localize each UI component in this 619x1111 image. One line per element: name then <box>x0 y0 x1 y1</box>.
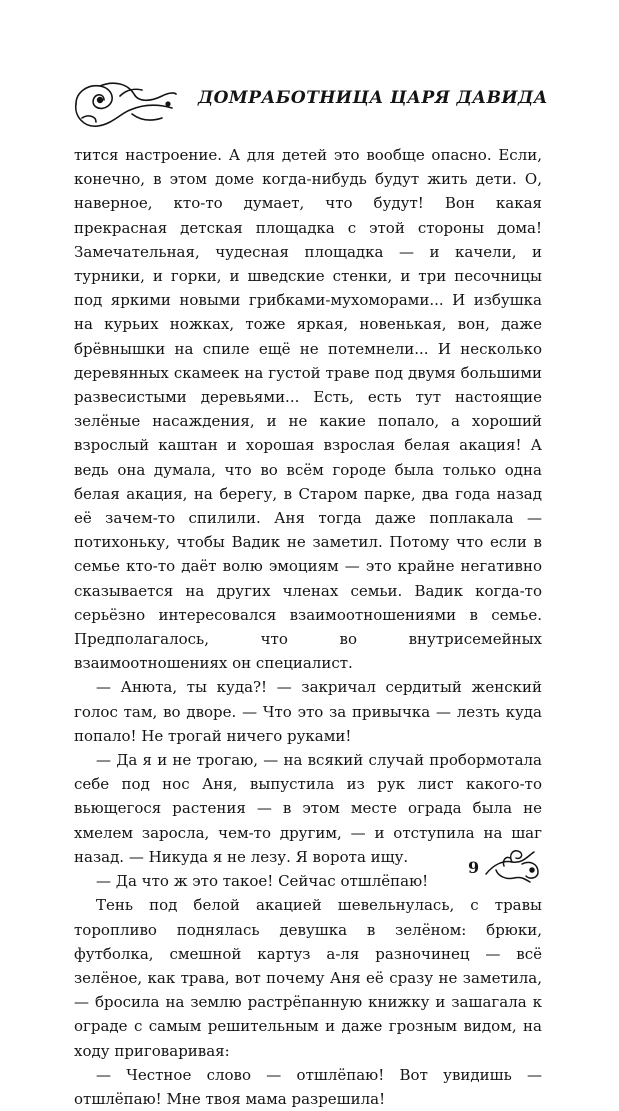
page-body <box>74 143 542 1111</box>
page-number: 9 <box>468 858 480 877</box>
leaf-ornament-icon <box>482 846 544 884</box>
paragraph: — Да что ж это такое! Сейчас отшлёпаю! <box>96 872 429 891</box>
paragraph: — Честное слово — отшлёпаю! Вот увидишь — отшлёпаю! Мне твоя мама разрешила! <box>74 1065 542 1108</box>
paragraph: Тень под белой акацией шевельнулась, с травы торопливо поднялась девушка в зелёном: брюки, футболка, смешной картуз а-ля разночинец — всё зелёное, как трава, вот почему Аня её сразу не заметила, — бросила на землю растрёпанную книжку и зашагала к ограде с самым решительным и даже грозным видом, на ходу приговаривая: <box>74 896 542 1060</box>
running-title: ДОМРАБОТНИЦА ЦАРЯ ДАВИДА <box>198 88 548 108</box>
running-header <box>70 74 548 138</box>
page-footer <box>452 846 552 886</box>
paragraph: — Анюта, ты куда?! — закричал сердитый женский голос там, во дворе. — Что это за привычка — лезть куда попало! Не трогай ничего руками! <box>74 678 542 745</box>
scroll-ornament-icon <box>70 74 178 136</box>
paragraph: тится настроение. А для детей это вообще опасно. Если, конечно, в этом доме когда-нибудь будут жить дети. О, наверное, кто-то думает, что будут! Вон какая прекрасная детская площадка с этой стороны дома! Замечательная, чудесная площадка — и качели, и турники, и горки, и шведские стенки, и три песочницы под яркими новыми грибками-мухоморами... И избушка на курьих ножках, тоже яркая, новенькая, вон, даже брёвнышки на спиле ещё не потемнели... И несколько деревянных скамеек на густой траве под двумя большими развесистыми деревьями... Есть, есть тут настоящие зелёные насаждения, и не какие попало, а хороший взрослый каштан и хорошая взрослая белая акация! А ведь она думала, что во всём городе была только одна белая акация, на берегу, в Старом парке, два года назад её зачем-то спилили. Аня тогда даже поплакала — потихоньку, чтобы Вадик не заметил. Потому что если в семье кто-то даёт волю эмоциям — это крайне негативно сказывается на других членах семьи. Вадик когда-то серьёзно интересовался взаимоотношениями в семье. Предполагалось, что во внутрисемейных взаимоотношениях он специалист. <box>74 146 542 673</box>
paragraph: — Да я и не трогаю, — на всякий случай пробормотала себе под нос Аня, выпустила из рук лист какого-то вьющегося растения — в этом месте ограда была не хмелем заросла, чем-то другим, — и отступила на шаг назад. — Никуда я не лезу. Я ворота ищу. <box>74 751 542 866</box>
